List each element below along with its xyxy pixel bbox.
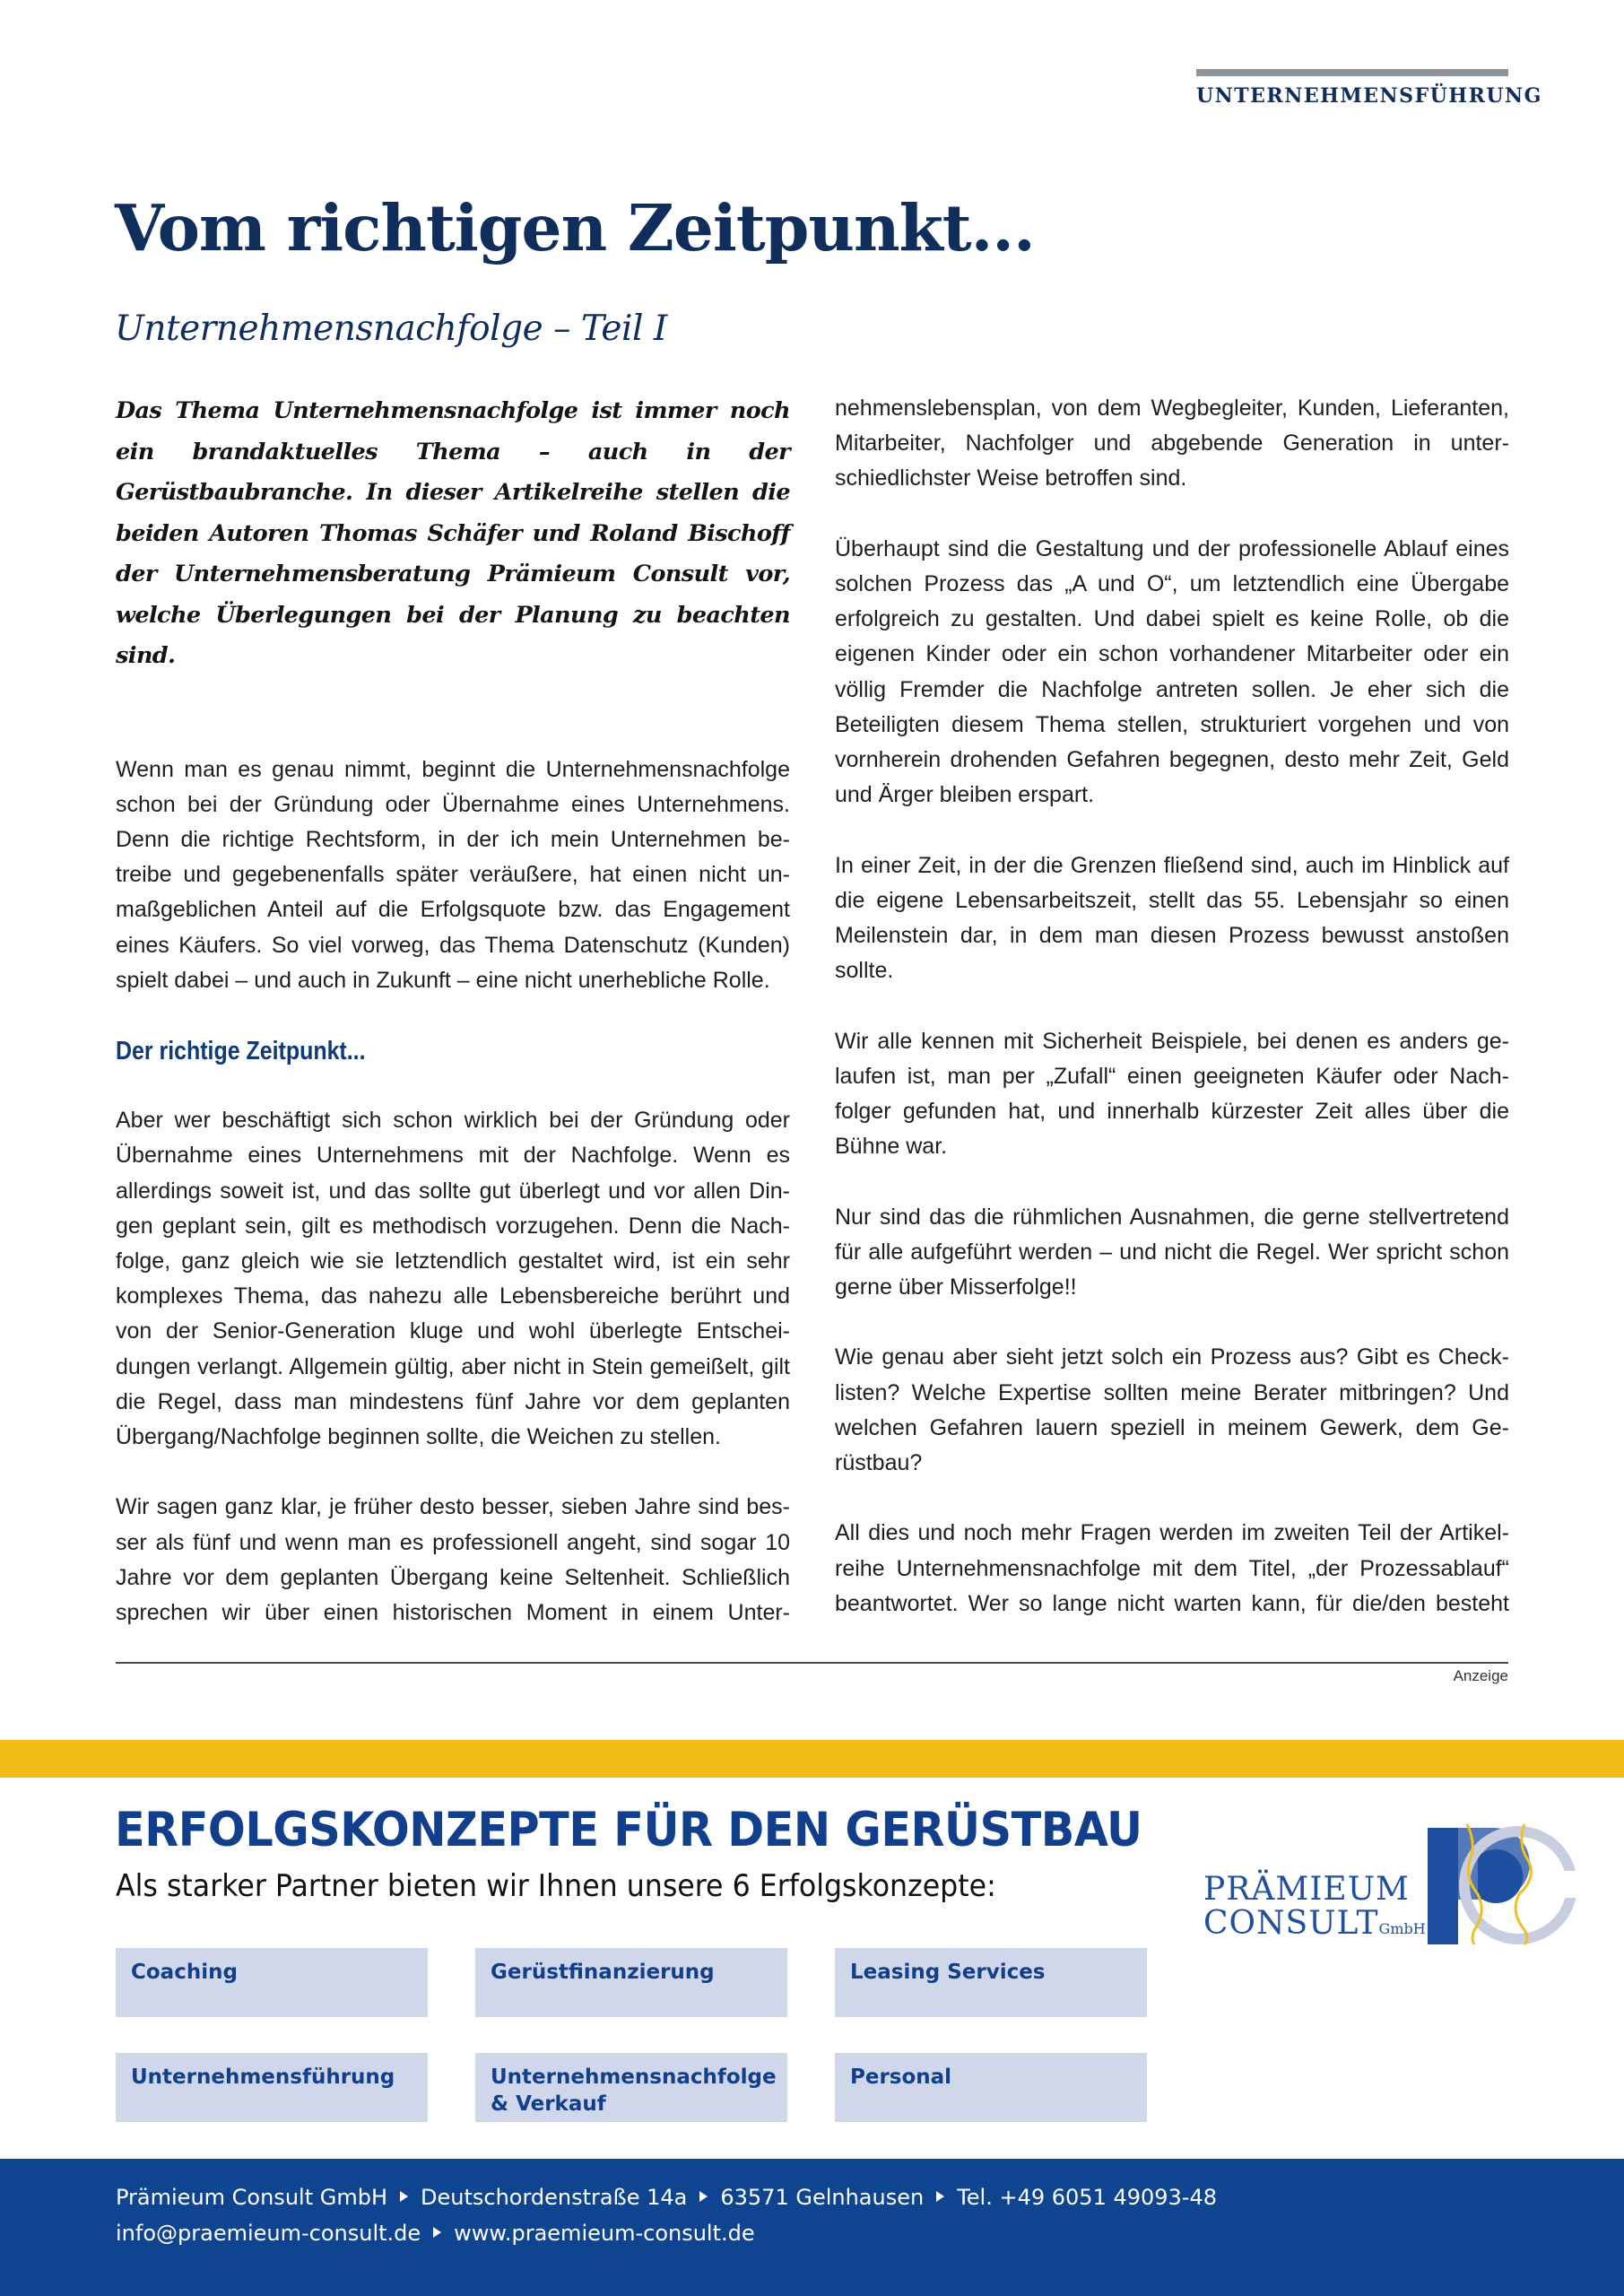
ad-title: ERFOLGSKONZEPTE FÜR DEN GERÜSTBAU: [115, 1803, 1142, 1857]
subheading: Der richtige Zeitpunkt...: [116, 1037, 366, 1066]
concept-label: Unternehmensführung: [131, 2066, 395, 2089]
footer-address-line: [116, 2185, 1217, 2210]
triangle-right-icon: [699, 2191, 708, 2202]
footer-company: Prämieum Consult GmbH: [116, 2185, 387, 2210]
concept-label: Gerüstfinanzierung: [491, 1961, 715, 1984]
footer: [0, 2159, 1624, 2296]
triangle-right-icon: [433, 2227, 441, 2238]
concept-tile-leasing-services[interactable]: [835, 1948, 1147, 2017]
paragraph: Wenn man es genau nimmt, beginnt die Unternehmensnachfolge schon bei der Gründung oder Übernahme eines Unternehmens. Denn die richtige Rechtsform, in der ich mein Unternehmen betreibe und gegebenenfalls später veräußere, hat einen nicht unmaßgeblichen Anteil auf die Erfolgsquote bzw. das Engagement eines Käufers. So viel vorweg, das Thema Datenschutz (Kunden) spielt dabei – und auch in Zukunft – eine nicht unerhebliche Rolle.: [116, 756, 790, 993]
concept-tile-unternehmensfuehrung[interactable]: [116, 2053, 428, 2122]
concept-label: Personal: [850, 2066, 952, 2089]
divider-rule: [116, 1662, 1508, 1664]
company-logo: [1193, 1813, 1578, 1957]
pc-logo-mark-icon: [1424, 1821, 1576, 1946]
paragraph: nehmenslebensplan, von dem Wegbegleiter, Kunden, Lieferanten, Mitarbeiter, Nachfolger und abgebende Generation in unterschiedlichster Weise betroffen sind.: [835, 396, 1509, 491]
ad-yellow-band: [0, 1740, 1624, 1778]
paragraph: Überhaupt sind die Gestaltung und der professionelle Ablauf eines solchen Prozess das „A und O“, um letztendlich eine Übergabe erfolgreich zu gestalten. Und dabei spielt es keine Rolle, ob die eigenen Kinder oder ein schon vorhandener Mitarbeiter oder ein völlig Fremder die Nachfolge antreten sollen. Je eher sich die Beteiligten diesem Thema stellen, strukturiert vorgehen und von vornherein drohenden Gefahren begegnen, desto mehr Zeit, Geld und Ärger bleiben erspart.: [835, 535, 1509, 808]
logo-text-line2: CONSULTGmbH: [1203, 1905, 1426, 1942]
article-title: Vom richtigen Zeitpunkt...: [115, 190, 1035, 265]
footer-city: 63571 Gelnhausen: [720, 2185, 925, 2210]
concept-label: Leasing Services: [850, 1961, 1046, 1984]
triangle-right-icon: [936, 2191, 944, 2202]
concept-tile-personal[interactable]: [835, 2053, 1147, 2122]
paragraph: Wir sagen ganz klar, je früher desto besser, sieben Jahre sind besser als fünf und wenn man es professionell angeht, sind sogar 10 Jahre vor dem geplanten Übergang keine Seltenheit. Schließlich sprechen wir über einen historischen Moment in einem Unter-: [116, 1494, 790, 1625]
concept-label: Unternehmensnachfolge & Verkauf: [491, 2066, 777, 2116]
paragraph: All dies und noch mehr Fragen werden im zweiten Teil der Artikelreihe Unternehmensnachfolge mit dem Titel, „der Prozessablauf“ beantwortet. Wer so lange nicht warten kann, für die/den besteht: [835, 1520, 1509, 1616]
footer-email-link[interactable]: info@praemieum-consult.de: [116, 2221, 421, 2246]
section-bar: [1196, 69, 1508, 76]
paragraph: Nur sind das die rühmlichen Ausnahmen, die gerne stellvertretend für alle aufgeführt werden – und nicht die Regel. Wer spricht schon gerne über Misserfolge!!: [835, 1204, 1509, 1300]
article-column-right: [835, 391, 1509, 1657]
triangle-right-icon: [400, 2191, 408, 2202]
article-lead: Das Thema Unternehmensnachfolge ist immer noch ein brandaktuelles Thema – auch in der Gerüstbaubranche. In dieser Artikelreihe stellen die beiden Autoren Thomas Schäfer und Roland Bischoff der Unternehmensberatung Prämieum Consult vor, welche Überlegungen bei der Planung zu beachten sind.: [116, 397, 790, 669]
section-label: UNTERNEHMENSFÜHRUNG: [1196, 84, 1542, 108]
article-column-left: [116, 391, 790, 1665]
concept-tile-unternehmensnachfolge[interactable]: [475, 2053, 787, 2122]
paragraph: In einer Zeit, in der die Grenzen fließend sind, auch im Hinblick auf die eigene Lebensarbeitszeit, stellt das 55. Lebensjahr so einen Meilenstein dar, in dem man diesen Prozess bewusst anstoßen sollte.: [835, 852, 1509, 984]
paragraph: Wie genau aber sieht jetzt solch ein Prozess aus? Gibt es Checklisten? Welche Expertise sollten meine Berater mitbringen? Und welchen Gefahren lauern speziell in meinem Gewerk, dem Gerüstbau?: [835, 1344, 1509, 1476]
concept-tile-coaching[interactable]: [116, 1948, 428, 2017]
footer-street: Deutschordenstraße 14a: [421, 2185, 688, 2210]
ad-label: Anzeige: [1453, 1667, 1508, 1684]
logo-text-line1: PRÄMIEUM: [1203, 1871, 1410, 1908]
footer-phone[interactable]: Tel. +49 6051 49093-48: [957, 2185, 1218, 2210]
article-subtitle: Unternehmensnachfolge – Teil I: [115, 309, 667, 349]
paragraph: Wir alle kennen mit Sicherheit Beispiele, bei denen es anders gelaufen ist, man per „Zufall“ einen geeigneten Käufer oder Nachfolger gefunden hat, und innerhalb kürzester Zeit alles über die Bühne war.: [835, 1028, 1509, 1160]
concept-tile-geruestfinanzierung[interactable]: [475, 1948, 787, 2017]
paragraph: Aber wer beschäftigt sich schon wirklich bei der Gründung oder Übernahme eines Unternehmens mit der Nachfolge. Wenn es allerdings soweit ist, und das sollte gut überlegt und vor allen Dingen geplant sein, gilt es methodisch vorzugehen. Denn die Nachfolge, ganz gleich wie sie letztendlich gestaltet wird, ist ein sehr komplexes Thema, das nahezu alle Lebensbereiche berührt und von der Senior-Generation kluge und wohl überlegte Entscheidungen verlangt. Allgemein gültig, aber nicht in Stein gemeißelt, gilt die Regel, dass man mindestens fünf Jahre vor dem geplanten Übergang/Nachfolge beginnen sollte, die Weichen zu stellen.: [116, 1108, 790, 1449]
footer-website-link[interactable]: www.praemieum-consult.de: [454, 2221, 755, 2246]
footer-contact-line: [116, 2221, 755, 2246]
ad-subtitle: Als starker Partner bieten wir Ihnen unsere 6 Erfolgskonzepte:: [116, 1868, 996, 1904]
concept-label: Coaching: [131, 1961, 238, 1984]
